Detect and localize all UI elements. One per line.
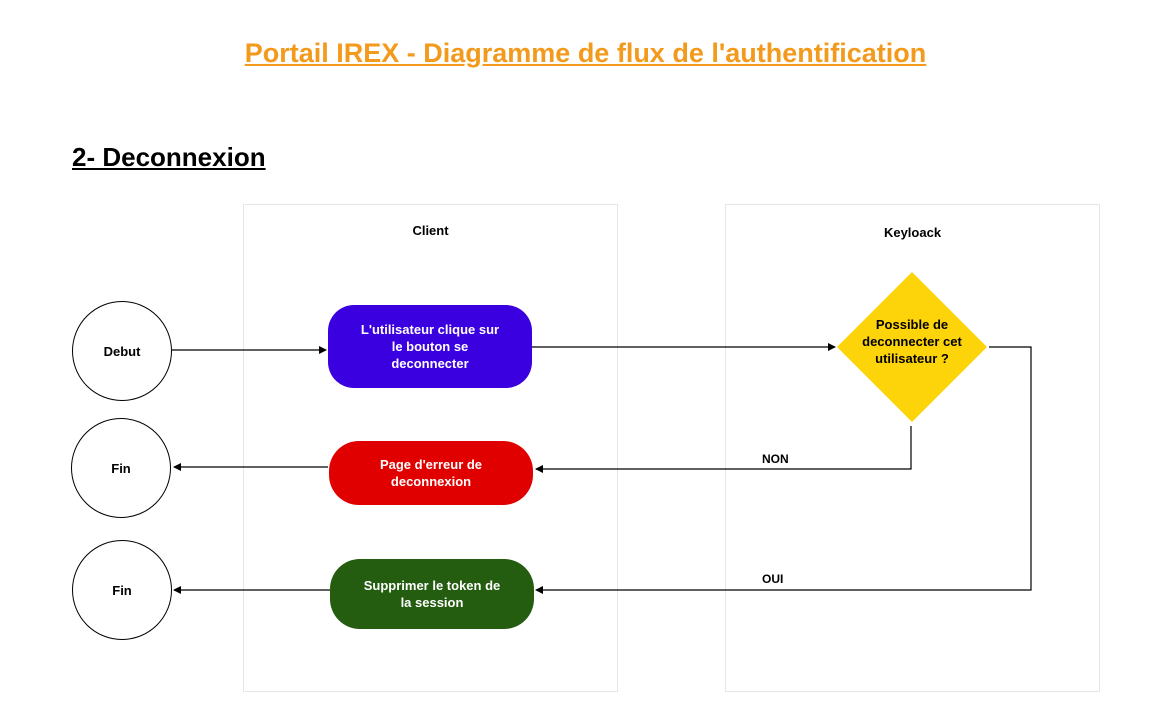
- end-node-error: Fin: [71, 418, 171, 518]
- delete-token-step: Supprimer le token de la session: [330, 559, 534, 629]
- end-node-success: Fin: [72, 540, 172, 640]
- decision-label: Possible de deconnecter cet utilisateur ?: [862, 317, 962, 366]
- edge-label-no: NON: [762, 452, 789, 466]
- click-logout-step: L'utilisateur clique sur le bouton se deconnecter: [328, 305, 532, 388]
- lane-client-label: Client: [412, 223, 449, 238]
- diagram-title: Portail IREX - Diagramme de flux de l'authentification: [244, 38, 927, 68]
- edge-label-yes: OUI: [762, 572, 784, 586]
- lane-keycloak-label: Keyloack: [883, 225, 942, 240]
- section-heading: 2- Deconnexion: [72, 142, 266, 172]
- error-page-step: Page d'erreur de deconnexion: [329, 441, 533, 505]
- edge-decision-no: [536, 426, 911, 469]
- start-node: Debut: [72, 301, 172, 401]
